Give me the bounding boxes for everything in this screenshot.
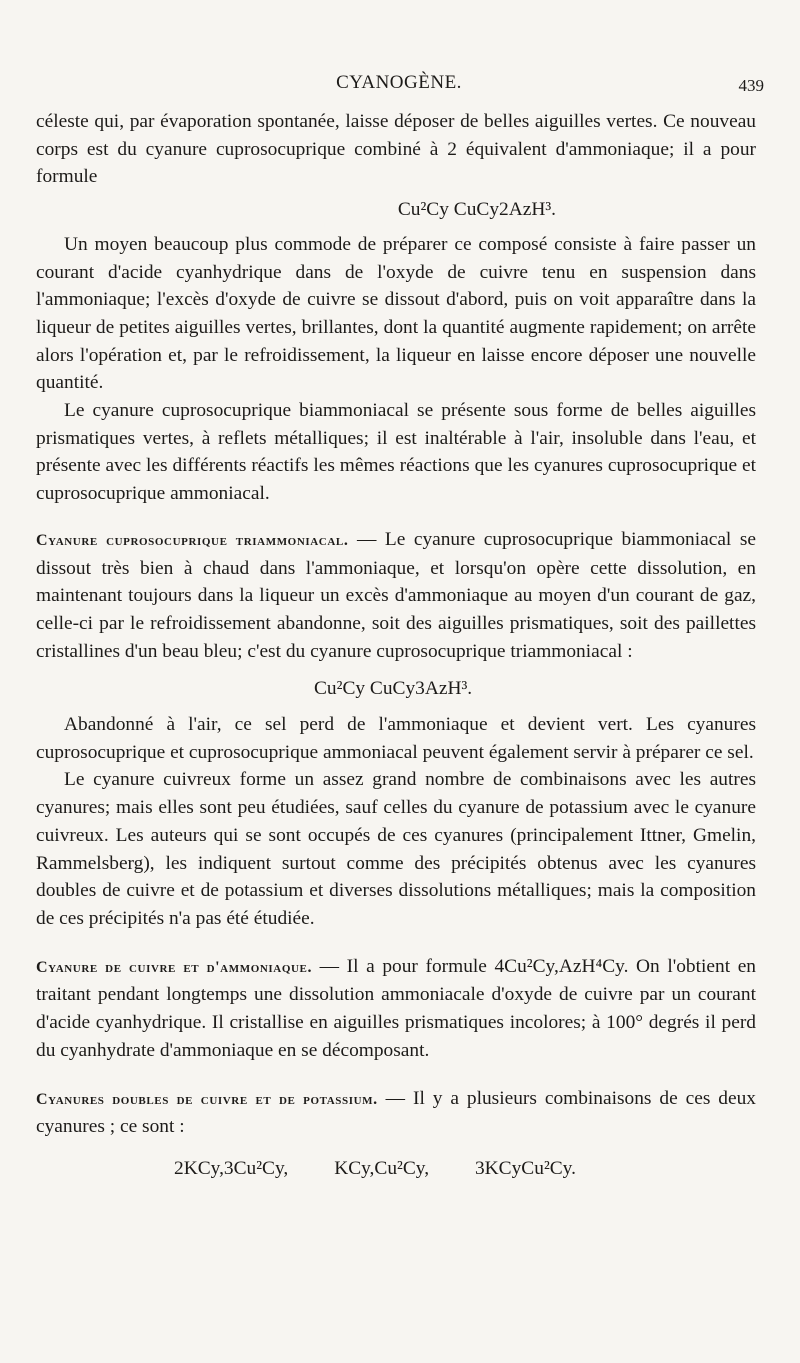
section-text: — Le cyanure cuprosocuprique biammoniacal se dissout très bien à chaud dans l'ammoniaque, et lorsqu'on opère cette dissolution, en maintenant toujours dans la liqueur un excès d'ammoniaque au moyen d'un courant de gaz, celle-ci par le refroidissement abandonne, soit des aiguilles prismatiques, soit des paillettes cristallines d'un beau bleu; c'est du cyanure cuprosocuprique triammoniacal : [36,528,756,662]
section-paragraph [36,1085,756,1141]
paragraph: Le cyanure cuprosocuprique biammoniacal se présente sous forme de belles aiguilles prismatiques vertes, à reflets métalliques; il est inaltérable à l'air, insoluble dans l'eau, et présente avec les différents réactifs les mêmes réactions que les cyanures cuprosocuprique et cuprosocuprique ammoniacal. [36,400,756,505]
section-heading: Cyanure cuprosocuprique triammoniacal. [36,531,349,549]
formula: Cu²Cy CuCy2AzH³. [397,199,556,221]
formula-row [36,1155,756,1183]
section-text: — Il a pour formule 4Cu²Cy,AzH⁴Cy. On l'obtient en traitant pendant longtemps une dissolution ammoniacale d'oxyde de cuivre par un courant d'acide cyanhydrique. Il cristallise en aiguilles prismatiques incolores; à 100° degrés il perd du cyanhydrate d'ammoniaque en se décomposant. [36,955,756,1061]
section-paragraph [36,526,756,666]
page-body [36,108,756,1183]
formula: 3KCyCu²Cy. [474,1157,576,1179]
formula: Cu²Cy CuCy3AzH³. [314,678,473,700]
running-title: CYANOGÈNE. [336,72,462,93]
formula: 2KCy,3Cu²Cy, [174,1157,289,1179]
paragraph: céleste qui, par évaporation spontanée, laisse déposer de belles aiguilles vertes. Ce nouveau corps est du cyanure cuprosocuprique combiné à 2 équivalent d'ammoniaque; il a pour formule [36,111,756,188]
paragraph: Un moyen beaucoup plus commode de préparer ce composé consiste à faire passer un courant d'acide cyanhydrique dans de l'oxyde de cuivre tenu en suspension dans l'ammoniaque; l'excès d'oxyde de cuivre se dissout d'abord, puis on voit apparaître dans la liqueur de petites aiguilles vertes, brillantes, dont la quantité augmente rapidement; on arrête alors l'opération et, par le refroidissement, la liqueur en laisse encore déposer une nouvelle quantité. [36,233,756,394]
section-heading: Cyanures doubles de cuivre et de potassium. [36,1090,378,1108]
formula: KCy,Cu²Cy, [334,1157,430,1179]
spacer [36,933,756,953]
paragraph: Abandonné à l'air, ce sel perd de l'ammoniaque et devient vert. Les cyanures cuprosocuprique et cuprosocuprique ammoniacal peuvent également servir à préparer ce sel. [36,714,756,763]
spacer [36,508,756,526]
section-paragraph [36,953,756,1065]
running-header [34,72,764,100]
section-text: — Il y a plusieurs combinaisons de ces deux cyanures ; ce sont : [36,1087,756,1138]
spacer [36,1065,756,1085]
page-number: 439 [738,76,764,95]
section-heading: Cyanure de cuivre et d'ammoniaque. [36,958,313,976]
paragraph: Le cyanure cuivreux forme un assez grand nombre de combinaisons avec les autres cyanures; mais elles sont peu étudiées, sauf celles du cyanure de potassium avec le cyanure cuivreux. Les auteurs qui se sont occupés de ces cyanures (principalement Ittner, Gmelin, Rammelsberg), les indiquent surtout comme des précipités obtenus avec les cyanures doubles de cuivre et de potassium et diverses dissolutions métalliques; mais la composition de ces précipités n'a pas été étudiée. [36,769,756,929]
